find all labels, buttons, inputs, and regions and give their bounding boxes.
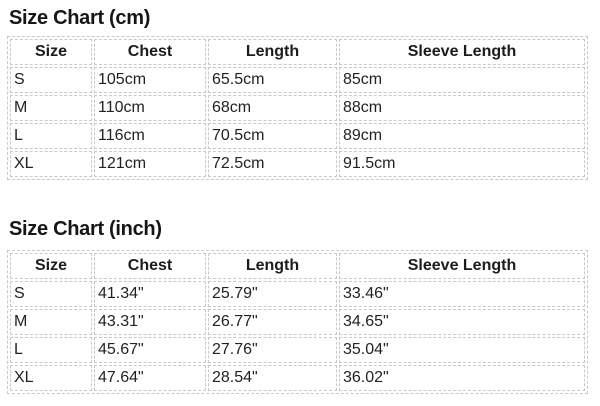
chest-cell: 45.67" [94,337,206,363]
chest-cell: 110cm [94,95,206,121]
column-header-length: Length [208,39,337,65]
sleeve-length-cell: 35.04" [339,337,585,363]
sleeve-length-cell: 33.46" [339,281,585,307]
size-chart-inch-table [7,250,588,394]
table-header-row [10,39,585,65]
size-cell: L [10,337,92,363]
column-header-sleeve-length: Sleeve Length [339,253,585,279]
column-header-size: Size [10,39,92,65]
size-cell: M [10,309,92,335]
sleeve-length-cell: 34.65" [339,309,585,335]
length-cell: 68cm [208,95,337,121]
table-row-l [10,337,585,363]
length-cell: 65.5cm [208,67,337,93]
chest-cell: 121cm [94,151,206,177]
size-cell: M [10,95,92,121]
table-row-l [10,123,585,149]
table-row-xl [10,151,585,177]
length-cell: 26.77" [208,309,337,335]
table-row-s [10,67,585,93]
sleeve-length-cell: 85cm [339,67,585,93]
chest-cell: 43.31" [94,309,206,335]
chest-cell: 116cm [94,123,206,149]
size-chart-cm-table [7,36,588,180]
sleeve-length-cell: 88cm [339,95,585,121]
length-cell: 25.79" [208,281,337,307]
size-cell: L [10,123,92,149]
sleeve-length-cell: 89cm [339,123,585,149]
length-cell: 27.76" [208,337,337,363]
sleeve-length-cell: 91.5cm [339,151,585,177]
column-header-sleeve-length: Sleeve Length [339,39,585,65]
table-row-m [10,309,585,335]
chest-cell: 41.34" [94,281,206,307]
size-cell: XL [10,151,92,177]
chest-cell: 105cm [94,67,206,93]
length-cell: 28.54" [208,365,337,391]
column-header-size: Size [10,253,92,279]
table-header-row [10,253,585,279]
size-cell: XL [10,365,92,391]
table-row-xl [10,365,585,391]
section-title-inch: Size Chart (inch) [9,218,162,240]
sleeve-length-cell: 36.02" [339,365,585,391]
column-header-chest: Chest [94,253,206,279]
length-cell: 70.5cm [208,123,337,149]
chest-cell: 47.64" [94,365,206,391]
length-cell: 72.5cm [208,151,337,177]
section-title-cm: Size Chart (cm) [9,7,151,29]
table-row-m [10,95,585,121]
size-cell: S [10,67,92,93]
size-cell: S [10,281,92,307]
column-header-chest: Chest [94,39,206,65]
table-row-s [10,281,585,307]
column-header-length: Length [208,253,337,279]
